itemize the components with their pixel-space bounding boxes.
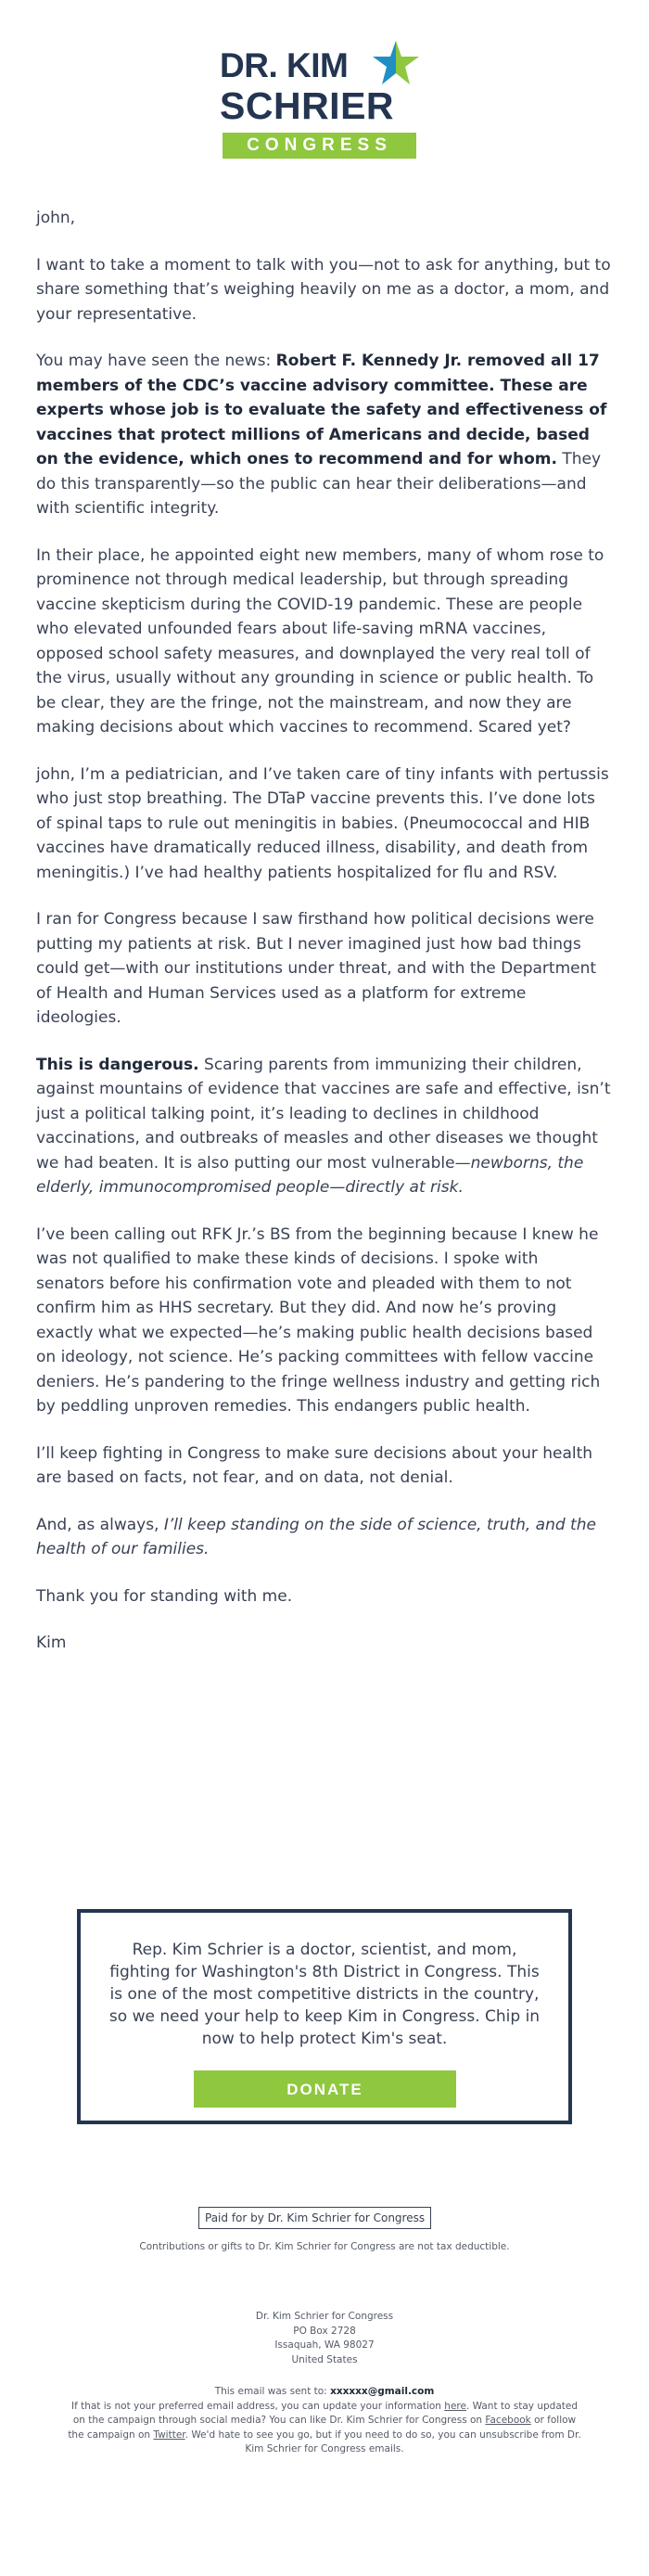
donation-callout: [77, 1909, 572, 2124]
paragraph-2-tail: They do this transparently—so the public can hear their deliberations—and with scientific integrity.: [36, 450, 602, 518]
paragraph-9-italic: I’ll keep standing on the side of science, truth, and the health of our families.: [36, 1515, 596, 1558]
address-line: Issaquah, WA 98027: [274, 2339, 375, 2351]
callout-text: Rep. Kim Schrier is a doctor, scientist, and mom, fighting for Washington's 8th District in Congress. This is one of the most competitive districts in the country, so we need your help to keep Kim in Congress. Chip in now to help protect Kim's seat.: [108, 1941, 541, 2048]
paragraph-2-bold: Robert F. Kennedy Jr. removed all 17 members of the CDC’s vaccine advisory committee. These are experts whose job is to evaluate the safety and effectiveness of vaccines that protect millions of Americans and decide, based on the evidence, which ones to recommend and for whom.: [36, 352, 607, 468]
update-info-link[interactable]: here: [444, 2400, 466, 2412]
paragraph-6-mid: Scaring parents from immunizing their children, against mountains of evidence that vaccines are safe and effective, isn’t just a political talking point, it’s leading to declines in childhood vaccinations, and outbreaks of measles and other diseases we thought we had beaten. It is also putting our most vulnerable—: [36, 1055, 611, 1173]
greeting: john,: [36, 209, 76, 227]
address-line: United States: [291, 2353, 358, 2365]
paragraph-7: I’ve been calling out RFK Jr.’s BS from the beginning because I knew he was not qualified to make these kinds of decisions. I spoke with senators before his confirmation vote and pleaded with them to not confirm him as HHS secretary. But they did. And now he’s proving exactly what we expected—he’s making public health decisions based on ideology, not science. He’s packing committees with fellow vaccine deniers. He’s pandering to the fringe wellness industry and getting rich by peddling unproven remedies. This endangers public health.: [36, 1224, 601, 1416]
logo-line-2: SCHRIER: [220, 84, 395, 127]
address-line: PO Box 2728: [293, 2325, 356, 2337]
tax-note: Contributions or gifts to Dr. Kim Schrier for Congress are not tax deductible.: [139, 2241, 510, 2252]
paid-for-disclaimer: Paid for by Dr. Kim Schrier for Congress: [198, 2207, 431, 2229]
sent-to-label: This email was sent to:: [214, 2386, 331, 2397]
paragraph-2: [36, 349, 611, 521]
paragraph-6-italic: newborns, the elderly, immunocompromised people—directly at risk.: [36, 1153, 584, 1197]
twitter-link[interactable]: Twitter: [153, 2429, 185, 2441]
paragraph-9-lead: And, as always,: [36, 1515, 164, 1534]
paragraph-1: I want to take a moment to talk with you—not to ask for anything, but to share something that’s weighing heavily on me as a doctor, a mom, and your representative.: [36, 255, 611, 324]
paragraph-5: I ran for Congress because I saw firsthand how political decisions were putting my patients at risk. But I never imagined just how bad things could get—with our institutions under threat, and with the Department of Health and Human Services used as a platform for extreme ideologies.: [36, 910, 597, 1027]
paragraph-6-bold: This is dangerous.: [36, 1055, 199, 1074]
notice-part-4: . We'd hate to see you go, but if you need to do so, you can unsubscribe from Dr. Kim Schrier for Congress emails.: [185, 2429, 581, 2454]
notice-part-2: . Want to stay updated on the campaign through social media? You can like Dr. Kim Schrier for Congress on: [72, 2400, 579, 2426]
paragraph-6: [36, 1053, 611, 1200]
notice-part-1: If that is not your preferred email address, you can update your information: [70, 2400, 445, 2412]
star-icon: [371, 39, 421, 87]
campaign-logo: [220, 39, 422, 160]
sent-to-line: [67, 2385, 582, 2400]
address-line: Dr. Kim Schrier for Congress: [255, 2311, 394, 2322]
email-notice: [67, 2385, 582, 2457]
paragraph-2-lead: You may have seen the news:: [36, 352, 276, 370]
paragraph-8: I’ll keep fighting in Congress to make sure decisions about your health are based on facts, not fear, and on data, not denial.: [36, 1443, 593, 1487]
paragraph-3: In their place, he appointed eight new members, many of whom rose to prominence not through medical leadership, but through spreading vaccine skepticism during the COVID-19 pandemic. These are people who elevated unfounded fears about life-saving mRNA vaccines, opposed school safety measures, and downplayed the very real toll of the virus, usually without any grounding in science or public health. To be clear, they are the fringe, not the mainstream, and now they are making decisions about which vaccines to recommend. Scared yet?: [36, 545, 604, 737]
recipient-email: xxxxxx@gmail.com: [330, 2386, 435, 2397]
letter-body: [36, 206, 611, 1678]
notice-part-3: or follow the campaign on: [68, 2415, 577, 2441]
logo-line-1: DR. KIM: [220, 46, 349, 84]
paragraph-9: [36, 1513, 611, 1562]
notice-text: [67, 2400, 582, 2457]
facebook-link[interactable]: Facebook: [485, 2415, 531, 2426]
paragraph-4: john, I’m a pediatrician, and I’ve taken care of tiny infants with pertussis who just stop breathing. The DTaP vaccine prevents this. I’ve done lots of spinal taps to rule out meningitis in babies. (Pneumococcal and HIB vaccines have dramatically reduced illness, disability, and death from meningitis.) I’ve had healthy patients hospitalized for flu and RSV.: [36, 764, 609, 882]
paragraph-10: Thank you for standing with me.: [36, 1586, 293, 1606]
signoff: Kim: [36, 1634, 67, 1652]
donate-button[interactable]: DONATE: [194, 2070, 456, 2108]
logo-band: CONGRESS: [223, 133, 416, 159]
mailing-address: [0, 2310, 649, 2367]
